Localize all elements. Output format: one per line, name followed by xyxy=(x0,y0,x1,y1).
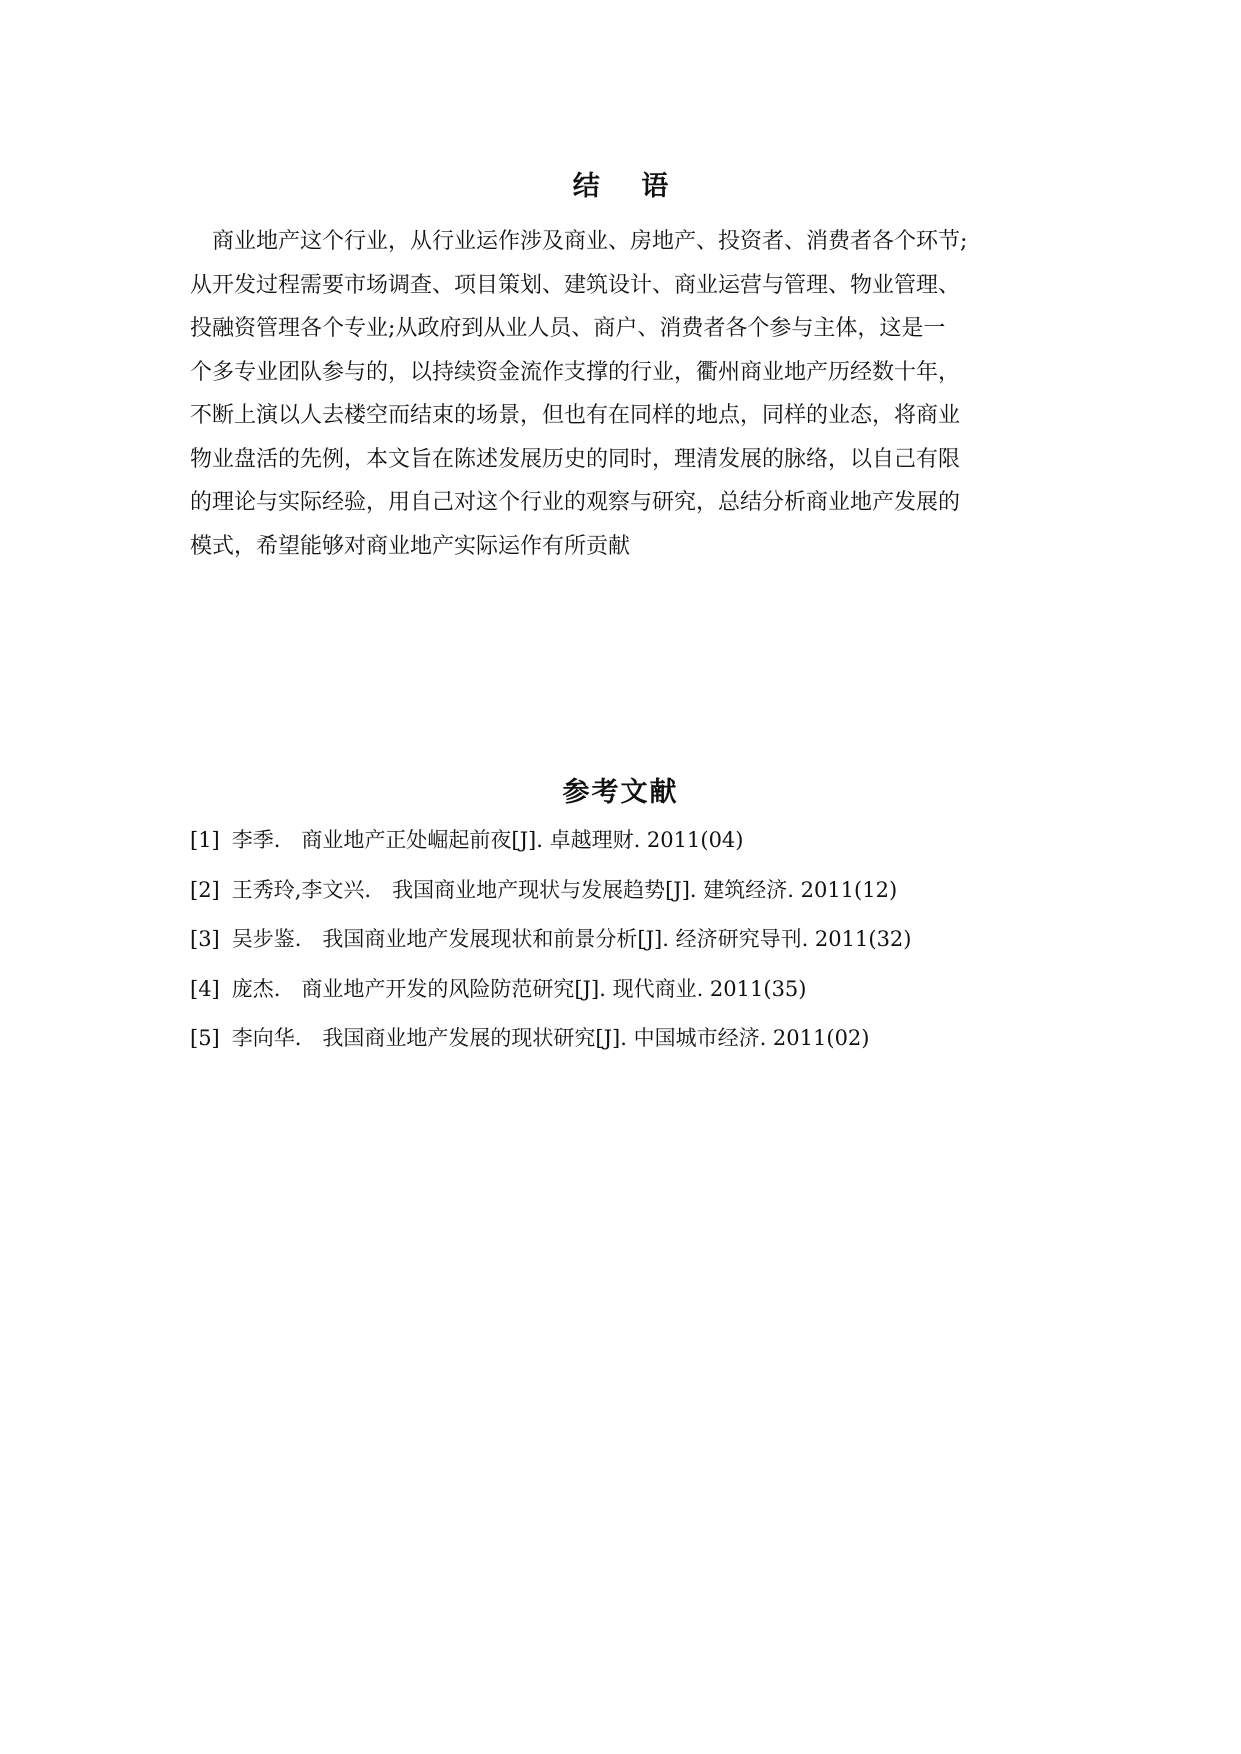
paragraph-line: 的理论与实际经验，用自己对这个行业的观察与研究，总结分析商业地产发展的 xyxy=(190,490,961,515)
references-heading: 参考文献 xyxy=(562,777,679,808)
reference-item xyxy=(190,826,1090,876)
paragraph-line: 物业盘活的先例，本文旨在陈述发展历史的同时，理清发展的脉络，以自己有限 xyxy=(190,446,961,472)
reference-item xyxy=(190,925,1090,975)
reference-number: [2] xyxy=(190,877,220,902)
paragraph-line: 商业地产这个行业，从行业运作涉及商业、房地产、投资者、消费者各个环节; xyxy=(190,229,968,254)
paragraph-line: 模式，希望能够对商业地产实际运作有所贡献 xyxy=(190,533,631,559)
reference-number: [1] xyxy=(190,828,220,852)
paragraph-line: 个多专业团队参与的，以持续资金流作支撑的行业，衢州商业地产历经数十年， xyxy=(190,359,961,385)
conclusion-heading: 结 语 xyxy=(572,171,685,202)
reference-text: 李季. 商业地产正处崛起前夜[J]. 卓越理财. 2011(04) xyxy=(231,828,744,852)
reference-text: 李向华. 我国商业地产发展的现状研究[J]. 中国城市经济. 2011(02) xyxy=(231,1026,870,1050)
paragraph-line: 从开发过程需要市场调查、项目策划、建筑设计、商业运营与管理、物业管理、 xyxy=(190,272,961,298)
reference-item xyxy=(190,876,1090,926)
reference-number: [4] xyxy=(190,976,220,1001)
reference-number: [3] xyxy=(190,927,220,951)
reference-item xyxy=(190,1024,1090,1074)
conclusion-paragraph xyxy=(190,220,1062,568)
references-list xyxy=(190,826,1090,1074)
paragraph-line: 不断上演以人去楼空而结束的场景，但也有在同样的地点，同样的业态，将商业 xyxy=(190,403,961,428)
reference-text: 庞杰. 商业地产开发的风险防范研究[J]. 现代商业. 2011(35) xyxy=(231,976,807,1001)
reference-item xyxy=(190,975,1090,1025)
reference-text: 吴步鉴. 我国商业地产发展现状和前景分析[J]. 经济研究导刊. 2011(32) xyxy=(231,927,912,951)
paragraph-line: 投融资管理各个专业;从政府到从业人员、商户、消费者各个参与主体，这是一 xyxy=(190,316,946,341)
reference-number: [5] xyxy=(190,1026,220,1050)
reference-text: 王秀玲,李文兴. 我国商业地产现状与发展趋势[J]. 建筑经济. 2011(12) xyxy=(231,877,898,902)
